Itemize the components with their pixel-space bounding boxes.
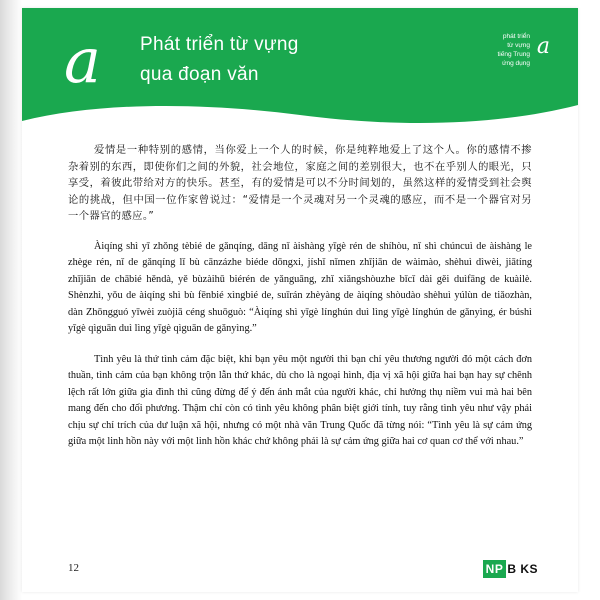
- page-title-line2: qua đoạn văn: [140, 64, 259, 85]
- chinese-paragraph: 爱情是一种特别的感情，当你爱上一个人的时候，你是纯粹地爱上了这个人。你的感情不掺杂着别的东西，即使你们之间的外貌，社会地位，家庭之间的差别很大，也不在乎别人的眼光，只享受，着彼此带给对方的快乐。甚至，有的爱情是可以不分时间划的，虽然这样的爱情受到社会舆论的挑战，但中国一位作家曾说过：“爱情是一个灵魂对另一个灵魂的感应，而不是一个器官对另一个器官的感应。”: [68, 144, 532, 222]
- publisher-name: B KS: [507, 562, 538, 576]
- book-logo-line4: ứng dụng: [502, 60, 530, 67]
- book-logo-line1: phát triển: [502, 33, 530, 40]
- publisher-badge: NP: [483, 560, 507, 578]
- page-number: 12: [68, 562, 79, 574]
- page-footer: [22, 536, 578, 592]
- page-header-band: [22, 8, 578, 126]
- pinyin-block: [22, 239, 578, 338]
- publisher-logo: [483, 560, 538, 578]
- page-title-line1: Phát triển từ vựng: [140, 34, 299, 55]
- page-sheet: [22, 8, 578, 592]
- book-logo-mark-icon: a: [536, 34, 550, 59]
- header-wave-shape: [22, 97, 578, 127]
- pinyin-paragraph: Àiqíng shì yī zhǒng tèbié de gǎnqíng, dāng nǐ àishàng yīgè rén de shíhòu, nǐ shì chúncuì de àishàng le zhège rén, nǐ de gǎnqíng lǐ bù cānzázhe biéde dōngxi, jíshǐ nǐmen zhījiān de wàimào, shèhuì dìwèi, jiātíng zhījiān de chābié hěndà, yě bùzàihū biérén de yǎnguāng, zhǐ xiǎngshòuzhe bǐcǐ dài gěi duìfāng de kuàilè. Shènzhì, yǒu de àiqíng shì bù fēnbié xìngbié de, suīrán zhèyàng de àiqíng shòudào shèhuì yúlùn de tiǎozhàn, dàn Zhōngguó yīwèi zuòjiā céng shuōguò: “Àiqíng shì yīgè línghún duì lìng yīgè línghún de gǎnyìng, ér búshì yīgè qìguān duì lìng yīgè qìguān de gǎnyìng.”: [68, 240, 532, 334]
- book-logo-line2: từ vựng: [507, 42, 530, 49]
- vietnamese-paragraph: Tình yêu là thứ tình cảm đặc biệt, khi bạn yêu một người thì bạn chỉ yêu thương người đó một cách đơn thuần, tình cảm của bạn không trộn lẫn thứ khác, dù cho là ngoại hình, địa vị xã hội giữa hai bạn hay sự chênh lệch rất lớn giữa gia đình thì cũng đừng để ý đến ánh mắt của người khác, chỉ hưởng thụ niềm vui mà hai bên mang đến cho đối phương. Thậm chí còn có tình yêu không phân biệt giới tính, tuy rằng tình yêu như vậy phải chịu sự chỉ trích của dư luận xã hội, nhưng có một nhà văn Trung Quốc đã từng nói: “Tình yêu là sự cảm ứng giữa một linh hồn này với một linh hồn khác chứ không phải là sự cảm ứng giữa hai cơ quan cơ thể với nhau.”: [68, 353, 532, 447]
- decorative-letter-a: a: [64, 24, 101, 97]
- page-edge-shadow: [0, 0, 22, 600]
- page-title: [140, 30, 299, 90]
- book-logo-line3: tiếng Trung: [497, 51, 530, 58]
- page-content: [22, 126, 578, 465]
- vietnamese-block: [22, 352, 578, 451]
- chinese-block: [22, 126, 578, 225]
- book-logo-lines: [497, 32, 530, 68]
